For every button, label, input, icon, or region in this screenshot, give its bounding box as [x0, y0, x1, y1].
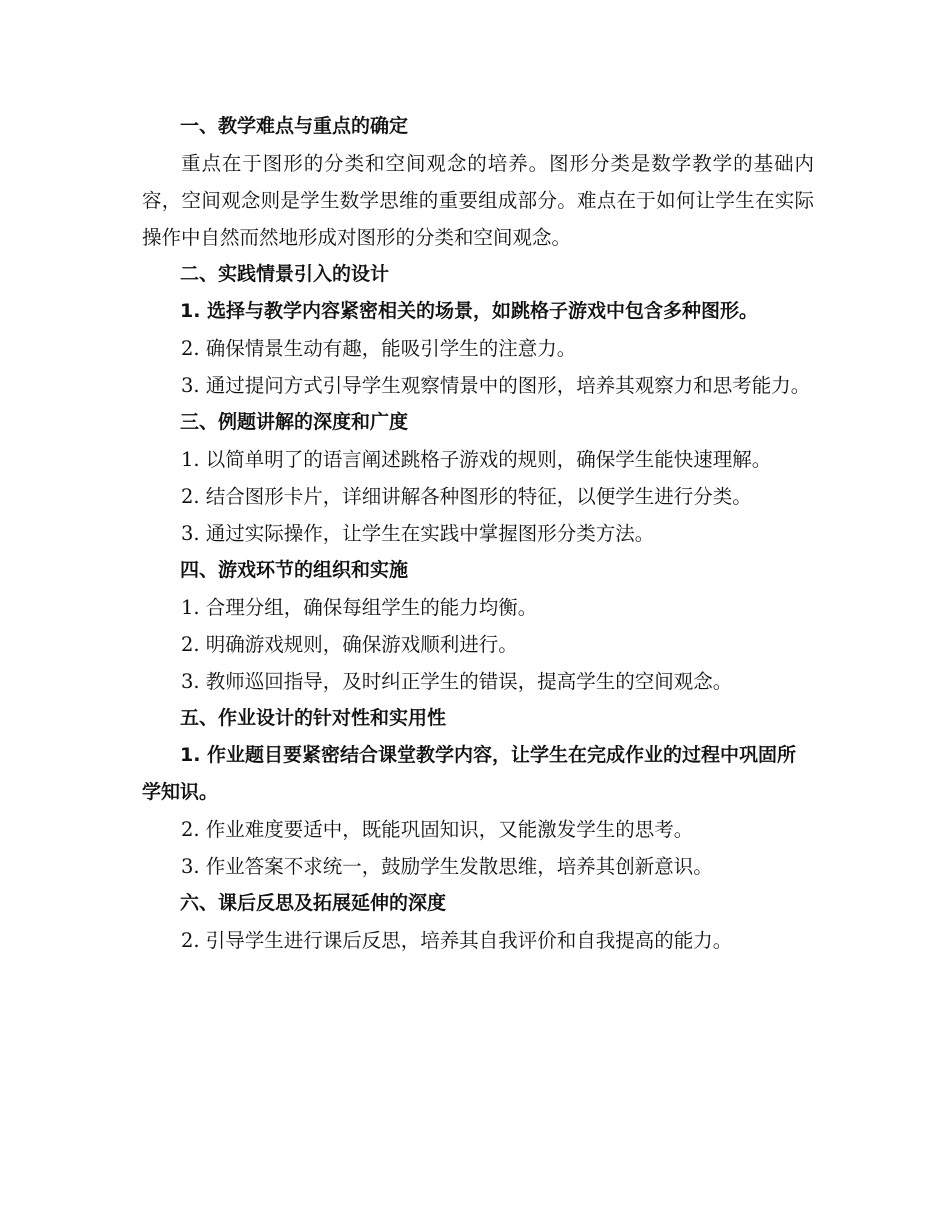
- section-heading-6: 六、课后反思及拓展延伸的深度: [180, 892, 447, 914]
- list-item: 3. 教师巡回指导，及时纠正学生的错误，提高学生的空间观念。: [181, 670, 733, 693]
- section-heading-5: 五、作业设计的针对性和实用性: [180, 707, 447, 729]
- section-heading-3: 三、例题讲解的深度和广度: [180, 411, 409, 433]
- list-item: 1. 以简单明了的语言阐述跳格子游戏的规则，确保学生能快速理解。: [181, 448, 772, 471]
- list-item: 3. 作业答案不求统一，鼓励学生发散思维，培养其创新意识。: [181, 855, 713, 878]
- list-item: 3. 通过提问方式引导学生观察情景中的图形，培养其观察力和思考能力。: [181, 374, 811, 397]
- list-item: 1. 合理分组，确保每组学生的能力均衡。: [181, 596, 538, 619]
- list-item: 1. 作业题目要紧密结合课堂教学内容，让学生在完成作业的过程中巩固所学知识。: [142, 744, 797, 803]
- document-body: [142, 108, 814, 959]
- section-heading-2: 二、实践情景引入的设计: [180, 263, 390, 285]
- list-item: 2. 引导学生进行课后反思，培养其自我评价和自我提高的能力。: [181, 929, 733, 952]
- section-heading-1: 一、教学难点与重点的确定: [180, 115, 409, 137]
- list-item: 2. 作业难度要适中，既能巩固知识，又能激发学生的思考。: [181, 818, 694, 841]
- list-item: 2. 确保情景生动有趣，能吸引学生的注意力。: [181, 337, 577, 360]
- section-heading-4: 四、游戏环节的组织和实施: [180, 559, 409, 581]
- section-paragraph-1: 重点在于图形的分类和空间观念的培养。图形分类是数学教学的基础内容，空间观念则是学生数学思维的重要组成部分。难点在于如何让学生在实际操作中自然而然地形成对图形的分类和空间观念。: [142, 152, 814, 249]
- list-item: 1. 选择与教学内容紧密相关的场景，如跳格子游戏中包含多种图形。: [180, 300, 759, 322]
- list-item: 3. 通过实际操作，让学生在实践中掌握图形分类方法。: [181, 522, 655, 545]
- list-item: 2. 结合图形卡片，详细讲解各种图形的特征，以便学生进行分类。: [181, 485, 752, 508]
- list-item: 2. 明确游戏规则，确保游戏顺利进行。: [181, 633, 518, 656]
